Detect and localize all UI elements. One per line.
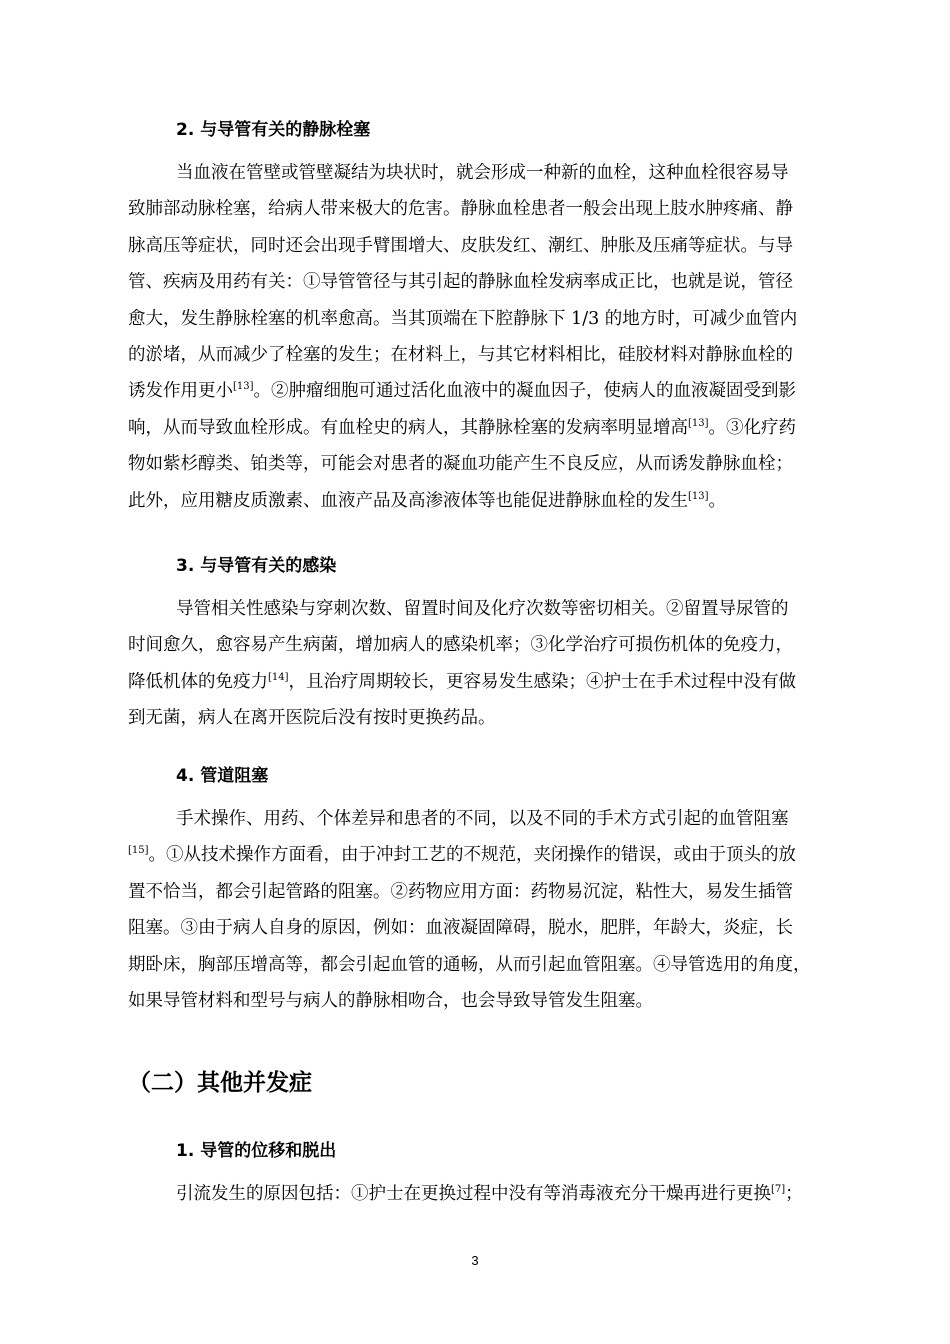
citation-ref: [7] <box>771 1184 786 1195</box>
text-run: 如果导管材料和型号与病人的静脉相吻合，也会导致导管发生阻塞。 <box>128 990 653 1011</box>
text-line <box>128 483 858 519</box>
text-line <box>128 410 858 446</box>
text-run: 。③化疗药 <box>708 417 797 438</box>
text-line <box>128 228 858 264</box>
text-line <box>128 910 858 946</box>
text-line <box>128 337 858 373</box>
text-line <box>128 837 858 873</box>
text-run: 。①从技术操作方面看，由于冲封工艺的不规范，夹闭操作的错误，或由于顶头的放 <box>148 845 797 866</box>
section-heading-venous-thrombosis: 2. 与导管有关的静脉栓塞 <box>176 120 371 140</box>
chapter-heading-other-complications: （二）其他并发症 <box>128 1070 312 1096</box>
text-run: 阻塞。③由于病人自身的原因，例如：血液凝固障碍，脱水，肥胖，年龄大，炎症，长 <box>128 918 793 939</box>
citation-ref: [13] <box>233 381 254 393</box>
text-line <box>128 264 858 300</box>
text-run: 的淤堵，从而减少了栓塞的发生；在材料上，与其它材料相比，硅胶材料对静脉血栓的 <box>128 344 793 365</box>
text-run: 当血液在管壁或管壁凝结为块状时，就会形成一种新的血栓，这种血栓很容易导 <box>176 163 789 183</box>
text-line <box>128 373 858 409</box>
text-run: 致肺部动脉栓塞，给病人带来极大的危害。静脉血栓患者一般会出现上肢水肿疼痛、静 <box>128 199 793 220</box>
text-line <box>128 627 858 663</box>
text-run: 此外，应用糖皮质激素、血液产品及高渗液体等也能促进静脉血栓的发生 <box>128 490 688 511</box>
citation-ref: [14] <box>268 671 289 683</box>
text-line <box>128 983 858 1019</box>
text-line <box>128 700 858 736</box>
citation-ref: [13] <box>688 490 709 502</box>
page-number: 3 <box>471 1253 479 1268</box>
text-run: ； <box>785 1184 803 1204</box>
text-run: 响，从而导致血栓形成。有血栓史的病人，其静脉栓塞的发病率明显增高 <box>128 417 688 438</box>
paragraph-infection <box>128 591 858 737</box>
citation-ref: [13] <box>688 417 709 429</box>
text-run: 愈大，发生静脉栓塞的机率愈高。当其顶端在下腔静脉下 1/3 的地方时，可减少血管内 <box>128 308 798 329</box>
text-line <box>128 446 858 482</box>
text-run: 物如紫杉醇类、铂类等，可能会对患者的凝血功能产生不良反应，从而诱发静脉血栓； <box>128 454 793 475</box>
text-run: 引流发生的原因包括：①护士在更换过程中没有等消毒液充分干燥再进行更换 <box>176 1184 771 1204</box>
section-heading-blockage: 4. 管道阻塞 <box>176 766 269 786</box>
section-heading-infection: 3. 与导管有关的感染 <box>176 556 337 576</box>
text-run: 诱发作用更小 <box>128 381 233 402</box>
text-run: 。 <box>708 490 727 511</box>
text-line <box>128 874 858 910</box>
text-run: 降低机体的免疫力 <box>128 671 268 692</box>
text-run: 。②肿瘤细胞可通过活化血液中的凝血因子，使病人的血液凝固受到影 <box>253 381 797 402</box>
paragraph-blockage <box>128 801 858 1019</box>
text-line <box>128 1176 858 1212</box>
text-run: 时间愈久，愈容易产生病菌，增加病人的感染机率；③化学治疗可损伤机体的免疫力， <box>128 635 793 656</box>
paragraph-displacement <box>128 1176 858 1212</box>
text-line <box>128 191 858 227</box>
text-run: 置不恰当，都会引起管路的阻塞。②药物应用方面：药物易沉淀，粘性大，易发生插管 <box>128 881 793 902</box>
citation-ref: [15] <box>128 845 149 857</box>
text-line <box>128 947 858 983</box>
text-run: 期卧床，胸部压增高等，都会引起血管的通畅，从而引起血管阻塞。④导管选用的角度， <box>128 954 811 975</box>
text-run: 手术操作、用药、个体差异和患者的不同，以及不同的手术方式引起的血管阻塞 <box>176 809 789 829</box>
section-heading-displacement: 1. 导管的位移和脱出 <box>176 1141 337 1161</box>
text-line <box>128 301 858 337</box>
text-line <box>128 591 858 627</box>
text-run: 到无菌，病人在离开医院后没有按时更换药品。 <box>128 708 496 729</box>
text-run: ，且治疗周期较长，更容易发生感染；④护士在手术过程中没有做 <box>288 671 797 692</box>
text-run: 导管相关性感染与穿刺次数、留置时间及化疗次数等密切相关。②留置导尿管的 <box>176 599 789 619</box>
text-run: 管、疾病及用药有关：①导管管径与其引起的静脉血栓发病率成正比，也就是说，管径 <box>128 272 793 293</box>
text-line <box>128 664 858 700</box>
text-line <box>128 801 858 837</box>
text-run: 脉高压等症状，同时还会出现手臂围增大、皮肤发红、潮红、肿胀及压痛等症状。与导 <box>128 235 793 256</box>
text-line <box>128 155 858 191</box>
paragraph-venous-thrombosis <box>128 155 858 519</box>
